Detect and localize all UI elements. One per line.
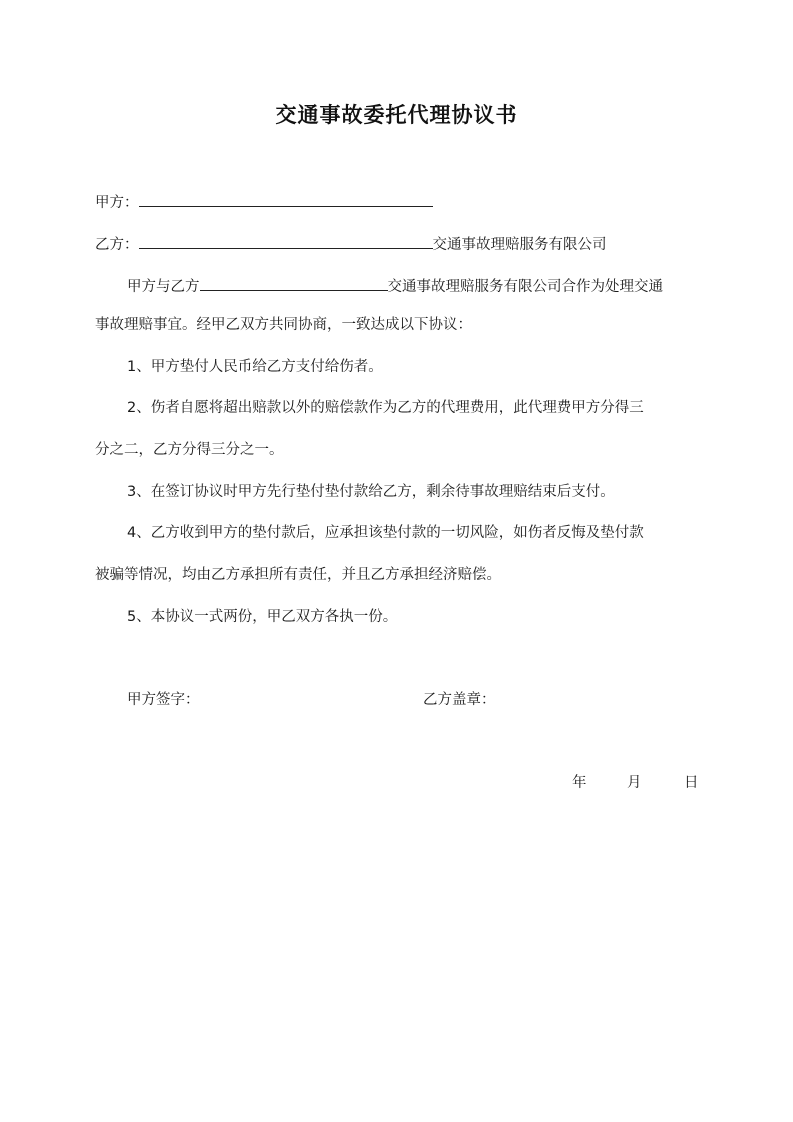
party-b-blank: [139, 231, 433, 249]
party-a-signature-label: 甲方签字：: [127, 692, 200, 708]
clause-3: 3、在签订协议时甲方先行垫付垫付款给乙方，剩余待事故理赔结束后支付。: [127, 484, 615, 500]
clause-4-line-2: 被骗等情况，均由乙方承担所有责任，并且乙方承担经济赔偿。: [95, 567, 501, 583]
clause-2-line-1: 2、伤者自愿将超出赔款以外的赔偿款作为乙方的代理费用，此代理费甲方分得三: [127, 400, 644, 416]
document-title: 交通事故委托代理协议书: [275, 102, 518, 127]
party-a-blank: [139, 189, 433, 207]
party-a-row: [95, 189, 433, 213]
intro-suffix: 交通事故理赔服务有限公司合作为处理交通: [387, 279, 663, 295]
intro-line-2: 事故理赔事宜。经甲乙双方共同协商，一致达成以下协议：: [95, 317, 472, 333]
intro-line-1: [127, 273, 663, 297]
date-year-label: 年: [572, 775, 587, 791]
party-b-company-suffix: 交通事故理赔服务有限公司: [432, 237, 607, 253]
date-day-label: 日: [684, 775, 699, 791]
party-b-row: [95, 231, 607, 255]
clause-5: 5、本协议一式两份，甲乙双方各执一份。: [127, 609, 398, 625]
intro-company-blank: [200, 273, 388, 291]
clause-4-line-1: 4、乙方收到甲方的垫付款后，应承担该垫付款的一切风险，如伤者反悔及垫付款: [127, 525, 644, 541]
date-month-label: 月: [627, 775, 642, 791]
party-b-seal-label: 乙方盖章：: [423, 692, 496, 708]
clause-1: 1、甲方垫付人民币给乙方支付给伤者。: [127, 359, 383, 375]
intro-prefix: 甲方与乙方: [127, 279, 200, 295]
party-b-label: 乙方：: [95, 237, 139, 253]
party-a-label: 甲方：: [95, 195, 139, 211]
clause-2-line-2: 分之二，乙方分得三分之一。: [95, 442, 284, 458]
